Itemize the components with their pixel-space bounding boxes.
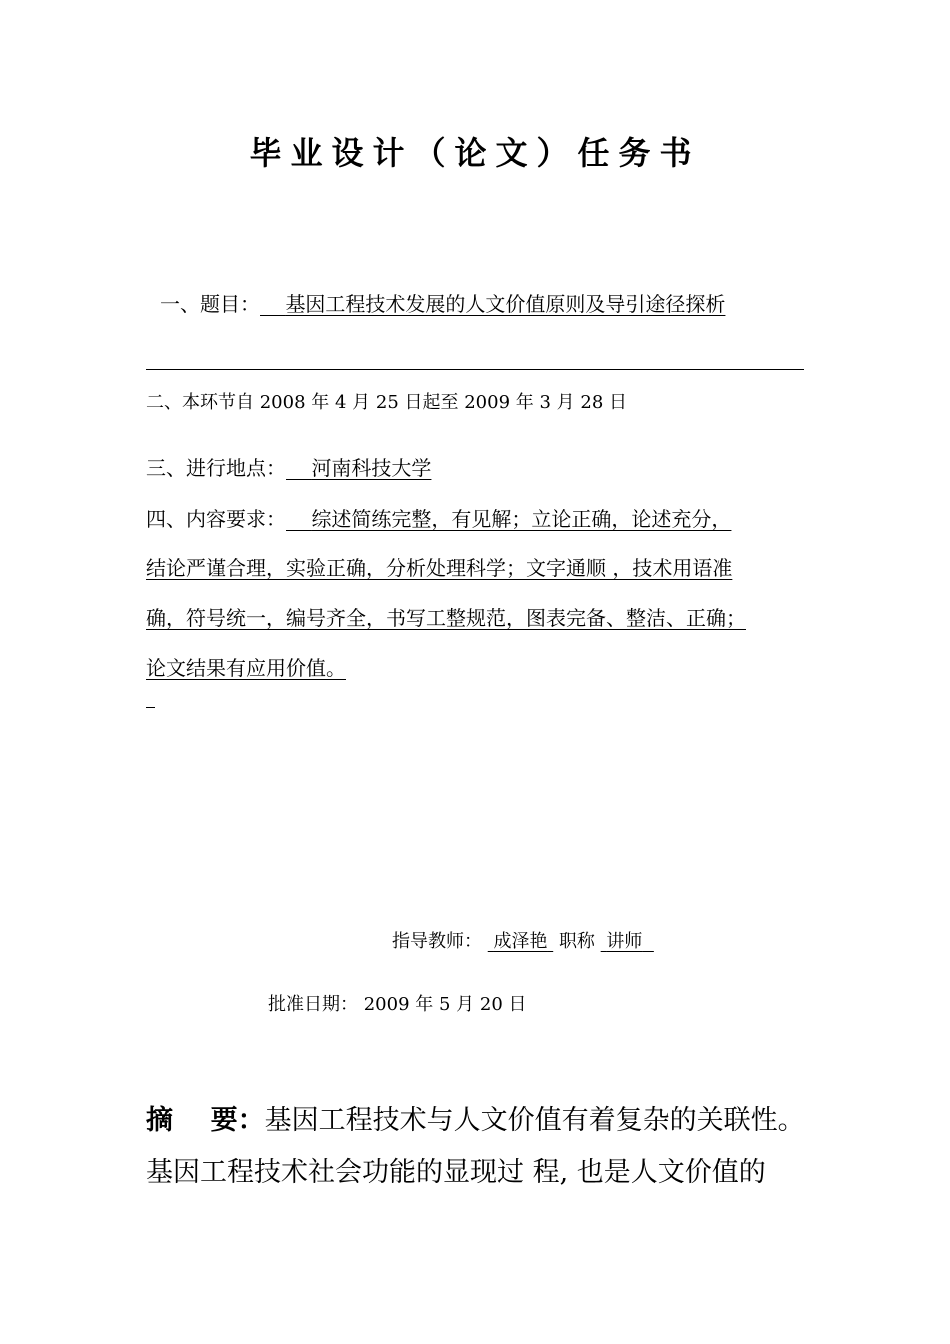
requirements-line-3: 确，符号统一，编号齐全，书写工整规范，图表完备、整洁、正确； bbox=[146, 606, 746, 630]
topic-row bbox=[160, 288, 725, 317]
title-value: 讲师 bbox=[606, 931, 643, 952]
requirements-label: 四、内容要求： bbox=[146, 507, 286, 531]
location-label: 三、进行地点： bbox=[146, 456, 286, 480]
approval-label: 批准日期： bbox=[268, 994, 358, 1015]
requirements-line-1: 综述简练完整，有见解；立论正确，论述充分， bbox=[311, 507, 732, 531]
period-row: 二、本环节自 2008 年 4 月 25 日起至 2009 年 3 月 28 日 bbox=[146, 392, 627, 413]
requirements-line-4: 论文结果有应用价值。 bbox=[146, 656, 346, 680]
requirements-row bbox=[146, 503, 731, 532]
approval-date: 2009 年 5 月 20 日 bbox=[363, 994, 527, 1015]
topic-underline bbox=[146, 369, 804, 370]
advisor-name: 成泽艳 bbox=[493, 931, 548, 952]
abstract-line-2: 基因工程技术社会功能的显现过 程, 也是人文价值的 bbox=[146, 1157, 766, 1188]
page-title: 毕业设计（论文）任务书 bbox=[249, 134, 701, 172]
location-value: 河南科技大学 bbox=[311, 456, 432, 480]
title-label: 职称 bbox=[558, 931, 595, 952]
advisor-row bbox=[392, 927, 654, 953]
location-row bbox=[146, 452, 431, 481]
topic-label: 一、题目： bbox=[160, 292, 260, 316]
blank-underline bbox=[146, 707, 155, 708]
abstract-line-1: 摘 要：基因工程技术与人文价值有着复杂的关联性。 bbox=[146, 1105, 805, 1136]
abstract-label: 摘 要： bbox=[146, 1105, 265, 1136]
advisor-label: 指导教师： bbox=[392, 931, 482, 952]
topic-value: 基因工程技术发展的人文价值原则及导引途径探析 bbox=[285, 292, 726, 316]
approval-row bbox=[268, 990, 527, 1016]
requirements-line-2: 结论严谨合理，实验正确，分析处理科学；文字通顺 ，技术用语准 bbox=[146, 556, 733, 580]
